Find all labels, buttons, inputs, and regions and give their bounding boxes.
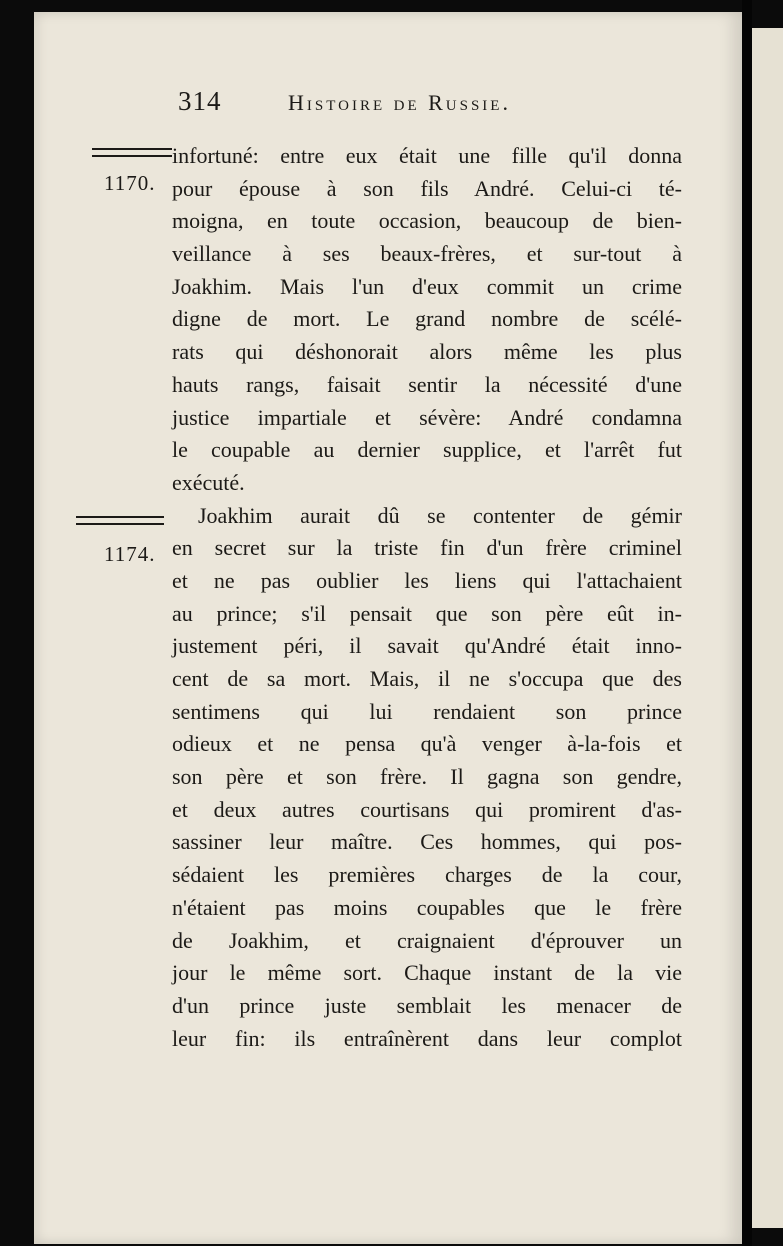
text-line: de Joakhim, et craignaient d'éprouver un	[172, 927, 682, 953]
text-line: justement péri, il savait qu'André était inno-	[172, 633, 682, 659]
text-line: rats qui déshonorait alors même les plus	[172, 339, 682, 365]
paragraph-marker-rule	[76, 516, 164, 525]
page-header	[178, 86, 511, 117]
text-line: leur fin: ils entraînèrent dans leur complot	[172, 1025, 682, 1051]
text-line: et ne pas oublier les liens qui l'attachaient	[172, 567, 682, 593]
text-line: le coupable au dernier supplice, et l'arrêt fut	[172, 437, 682, 463]
text-line: pour épouse à son fils André. Celui-ci té-	[172, 175, 682, 201]
text-line: Joakhim. Mais l'un d'eux commit un crime	[172, 273, 682, 299]
page-number: 314	[178, 86, 222, 116]
text-line: infortuné: entre eux était une fille qu'il donna	[172, 143, 682, 168]
text-line: sassiner leur maître. Ces hommes, qui pos-	[172, 829, 682, 855]
paragraph-marker-rule	[92, 148, 172, 157]
text-line: sédaient les premières charges de la cour,	[172, 862, 682, 888]
text-line: Joakhim aurait dû se contenter de gémir	[198, 502, 682, 528]
text-line: cent de sa mort. Mais, il ne s'occupa que des	[172, 666, 682, 691]
text-line: odieux et ne pensa qu'à venger à-la-fois et	[172, 731, 682, 757]
text-line: hauts rangs, faisait sentir la nécessité d'une	[172, 371, 682, 397]
text-line: justice impartiale et sévère: André condamna	[172, 404, 682, 430]
facing-page-edge	[752, 28, 783, 1228]
text-line: digne de mort. Le grand nombre de scélé-	[172, 306, 682, 332]
margin-year: 1170.	[104, 171, 156, 195]
text-line: veillance à ses beaux-frères, et sur-tout à	[172, 241, 682, 267]
body-text	[172, 140, 682, 1055]
text-line: moigna, en toute occasion, beaucoup de bien-	[172, 208, 682, 234]
text-line: n'étaient pas moins coupables que le frère	[172, 894, 682, 920]
text-line: au prince; s'il pensait que son père eût in-	[172, 600, 682, 626]
margin-year: 1174.	[104, 542, 156, 566]
text-line: et deux autres courtisans qui promirent d'as-	[172, 796, 682, 822]
text-line: son père et son frère. Il gagna son gendre,	[172, 764, 682, 790]
text-line: exécuté.	[172, 469, 245, 495]
text-line: sentimens qui lui rendaient son prince	[172, 698, 682, 724]
text-line: d'un prince juste semblait les menacer de	[172, 992, 682, 1018]
running-title: Histoire de Russie.	[288, 90, 511, 115]
text-line: jour le même sort. Chaque instant de la vie	[172, 960, 682, 986]
book-gutter	[742, 0, 752, 1246]
text-line: en secret sur la triste fin d'un frère criminel	[172, 535, 682, 561]
